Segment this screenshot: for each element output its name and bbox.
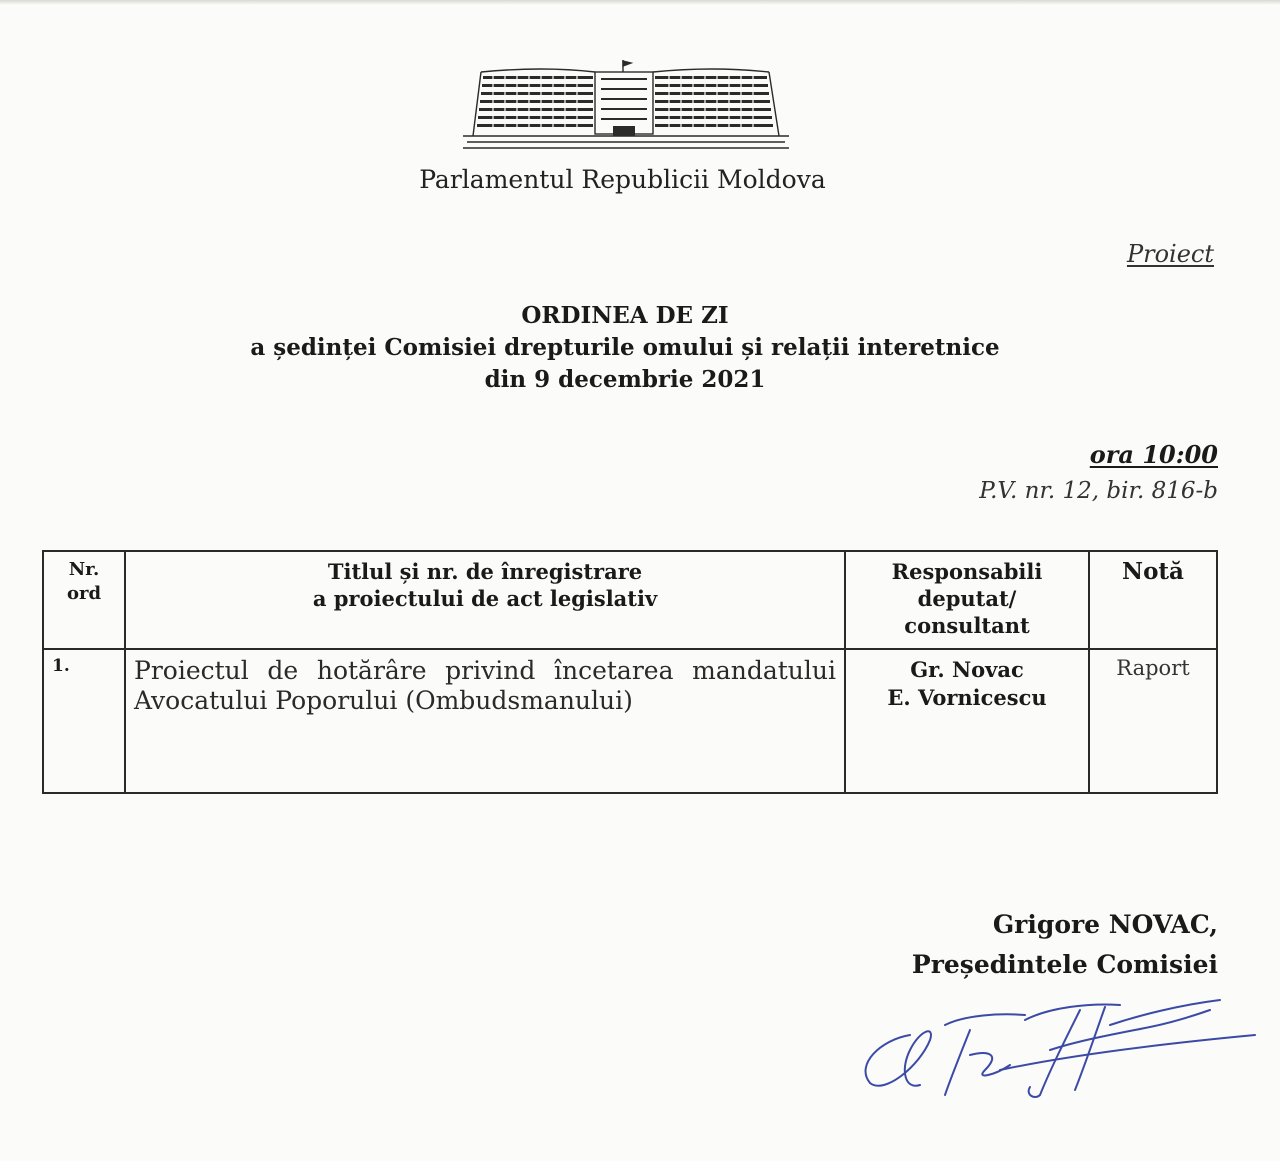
parliament-building-logo <box>463 58 789 150</box>
header-title-line2: a proiectului de act legislativ <box>312 586 658 611</box>
row-title: Proiectul de hotărâre privind încetarea mandatului Avocatului Poporului (Ombudsmanului) <box>125 649 845 793</box>
signer-role: Președintele Comisiei <box>911 950 1218 979</box>
header-nota: Notă <box>1089 551 1217 649</box>
agenda-title-line3: din 9 decembrie 2021 <box>484 366 766 393</box>
meeting-location: P.V. nr. 12, bir. 816-b <box>979 478 1218 504</box>
header-resp-line2: deputat/ <box>917 586 1017 611</box>
table-row <box>43 649 1217 793</box>
table-header-row <box>43 551 1217 649</box>
row-nota: Raport <box>1089 649 1217 793</box>
signer-block <box>912 905 1218 985</box>
agenda-table <box>42 550 1218 794</box>
row-resp-line2: E. Vornicescu <box>887 685 1047 710</box>
header-nr-line1: Nr. <box>68 559 100 580</box>
agenda-title-line1: ORDINEA DE ZI <box>521 302 729 329</box>
institution-name: Parlamentul Republicii Moldova <box>419 165 826 194</box>
signer-name: Grigore NOVAC, <box>992 910 1218 939</box>
header-nr-line2: ord <box>66 583 102 604</box>
document-status: Proiect <box>1126 240 1214 268</box>
header-title <box>125 551 845 649</box>
meeting-time: ora 10:00 <box>1089 440 1218 469</box>
row-nr: 1. <box>43 649 125 793</box>
header-resp-line3: consultant <box>904 613 1030 638</box>
handwritten-signature <box>850 995 1260 1105</box>
agenda-title <box>0 300 1250 396</box>
agenda-title-line2: a ședinței Comisiei drepturile omului și relații interetnice <box>250 334 1000 361</box>
header-responsible <box>845 551 1089 649</box>
header-resp-line1: Responsabili <box>891 559 1043 584</box>
header-nr <box>43 551 125 649</box>
row-resp-line1: Gr. Novac <box>910 657 1024 682</box>
scan-edge <box>0 0 1280 5</box>
header-title-line1: Titlul și nr. de înregistrare <box>327 559 643 584</box>
row-responsible <box>845 649 1089 793</box>
